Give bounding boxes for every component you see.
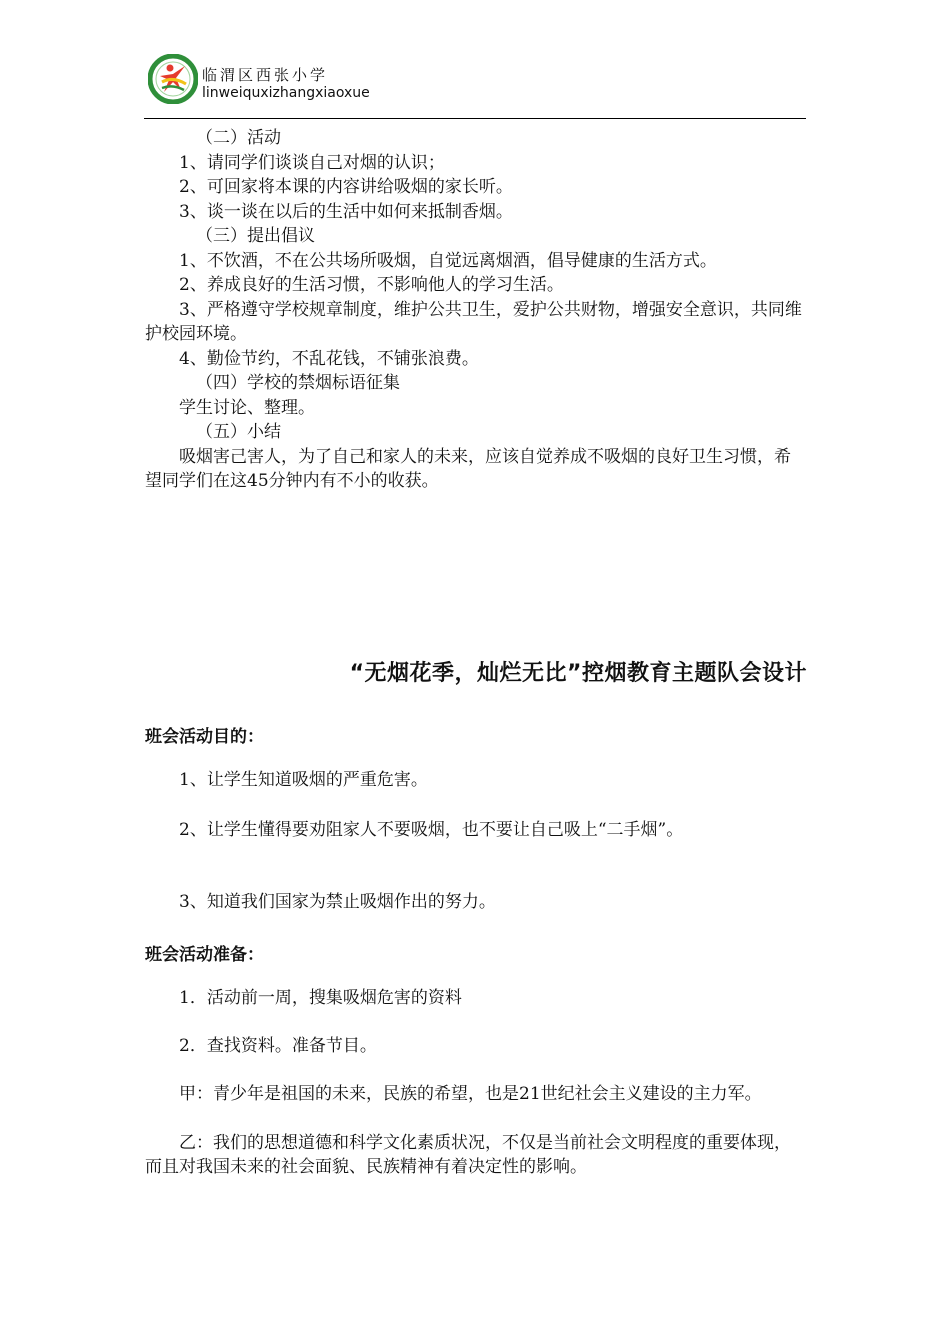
paragraph: 1、请同学们谈谈自己对烟的认识；: [179, 152, 445, 173]
school-logo-icon: [148, 54, 198, 104]
school-pinyin: linweiquxizhangxiaoxue: [202, 85, 370, 101]
section-heading: （四）学校的禁烟标语征集: [196, 373, 400, 393]
prep-item: 2．查找资料。准备节目。: [179, 1036, 377, 1056]
goal-item: 3、知道我们国家为禁止吸烟作出的努力。: [179, 892, 496, 912]
paragraph: 3、严格遵守学校规章制度，维护公共卫生，爱护公共财物，增强安全意识，共同维护校园环境。: [145, 299, 802, 344]
paragraph: 2、养成良好的生活习惯，不影响他人的学习生活。: [179, 275, 564, 295]
header-divider: [144, 118, 806, 119]
goal-item: 1、让学生知道吸烟的严重危害。: [179, 770, 428, 790]
paragraph: 吸烟害己害人，为了自己和家人的未来，应该自觉养成不吸烟的良好卫生习惯，希望同学们在这45分钟内有不小的收获。: [145, 446, 791, 491]
section-heading: （二）活动: [196, 128, 281, 148]
dialogue-line: 乙：我们的思想道德和科学文化素质状况，不仅是当前社会文明程度的重要体现，而且对我国未来的社会面貌、民族精神有着决定性的影响。: [145, 1133, 791, 1177]
page-header: [148, 52, 808, 120]
section-heading: （五）小结: [196, 422, 281, 442]
activity-section: [145, 126, 807, 494]
paragraph: 1、不饮酒，不在公共场所吸烟，自觉远离烟酒，倡导健康的生活方式。: [179, 250, 717, 271]
paragraph: 学生讨论、整理。: [179, 397, 315, 418]
document-title: “无烟花季，灿烂无比”控烟教育主题队会设计: [349, 661, 807, 686]
paragraph: 2、可回家将本课的内容讲给吸烟的家长听。: [179, 177, 513, 197]
school-name: 临渭区西张小学: [202, 66, 329, 84]
goal-item: 2、让学生懂得要劝阻家人不要吸烟，也不要让自己吸上“二手烟”。: [179, 820, 684, 840]
paragraph: 3、谈一谈在以后的生活中如何来抵制香烟。: [179, 201, 513, 222]
goal-heading: 班会活动目的：: [145, 727, 264, 747]
dialogue-line: 甲：青少年是祖国的未来，民族的希望，也是21世纪社会主义建设的主力军。: [179, 1084, 762, 1104]
paragraph: 4、勤俭节约，不乱花钱，不铺张浪费。: [179, 348, 479, 369]
prep-item: 1．活动前一周，搜集吸烟危害的资料: [179, 988, 462, 1008]
section-heading: （三）提出倡议: [196, 226, 315, 246]
prep-heading: 班会活动准备：: [145, 945, 264, 965]
